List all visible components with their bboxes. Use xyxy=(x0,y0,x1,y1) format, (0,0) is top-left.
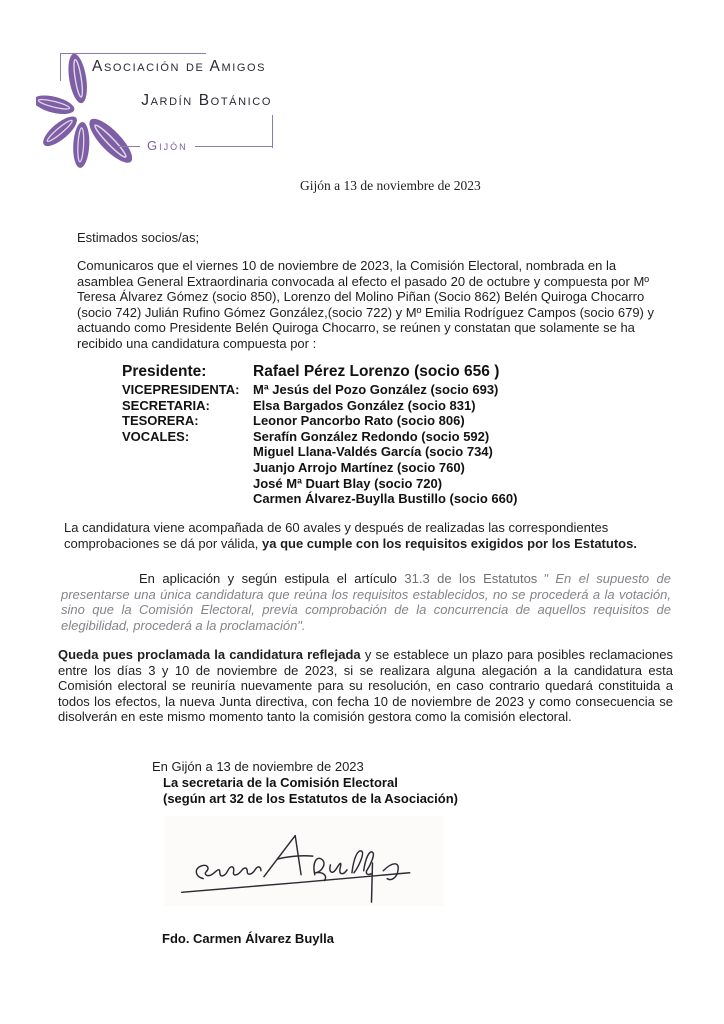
aplicacion-article-ref: 31.3 de los Estatutos xyxy=(404,571,538,586)
closing-secretary-title: La secretaria de la Comisión Electoral xyxy=(163,775,398,790)
candidate-role: Presidente: xyxy=(122,363,207,380)
candidate-name: Juanjo Arrojo Martínez (socio 760) xyxy=(253,459,465,475)
proclamada-rest-text: y se establece un plazo para posibles reclamaciones entre los días 3 y 10 de noviembre de 2023, si se realizara alguna alegación a la candidatura esta Comisión electoral se reuniría nuevamente para su resolución, en caso contrario quedará constituida a todos los efectos, la nueva Junta directiva, con fecha 10 de noviembre de 2023 y como consecuencia se disolverán en este mismo momento tanto la comisión gestora como la comisión electoral. xyxy=(58,647,674,725)
candidate-role: VOCALES: xyxy=(122,428,190,444)
logo-city-row xyxy=(118,140,273,152)
org-logo xyxy=(40,44,320,169)
candidate-row xyxy=(122,491,517,507)
candidate-row xyxy=(122,361,517,382)
candidates-list xyxy=(122,361,517,507)
candidate-row xyxy=(122,444,517,460)
candidate-row xyxy=(122,460,517,476)
paragraph-intro: Comunicaros que el viernes 10 de noviembre de 2023, la Comisión Electoral, nombrada en la asamblea General Extraordinaria convocada al efecto el pasado 20 de octubre y compuesta por Mº Teresa Álvarez Gómez (socio 850), Lorenzo del Molino Piñan (Socio 862) Belén Quiroga Chocarro (socio 742) Julián Rufino Gómez González,(socio 722) y Mº Emilia Rodríguez Campos (socio 679) y actuando como Presidente Belén Quiroga Chocarro, se reúnen y constatan que solamente se ha recibido una candidatura compuesta por : xyxy=(77,258,654,351)
candidate-name: Carmen Álvarez-Buylla Bustillo (socio 660) xyxy=(253,491,518,507)
logo-city-left-rule xyxy=(118,146,140,147)
org-city: Gijón xyxy=(147,138,188,153)
candidate-row xyxy=(122,429,517,445)
logo-city-right-rule xyxy=(195,146,273,147)
aplicacion-statute-quote: " En el supuesto de presentarse una única candidatura que reúna los requisitos establecidos, no se procederá a la votación, sino que la Comisión Electoral, previa comprobación de la concurrencia de aquellos requisitos de elegibilidad, procederá a la proclamación". xyxy=(61,571,671,633)
handwritten-signature-icon xyxy=(165,816,443,906)
closing-statute-reference: (según art 32 de los Estatutos de la Asociación) xyxy=(163,791,458,806)
signed-by: Fdo. Carmen Álvarez Buylla xyxy=(162,931,334,946)
org-name-line2: Jardín Botánico xyxy=(141,92,272,109)
salutation: Estimados socios/as; xyxy=(77,230,200,245)
candidate-row xyxy=(122,413,517,429)
org-name-line1: Asociación de Amigos xyxy=(92,58,267,75)
closing-place-date: En Gijón a 13 de noviembre de 2023 xyxy=(152,759,364,774)
candidate-role xyxy=(122,460,253,476)
avales-bold-text: ya que cumple con los requisitos exigidos por los Estatutos. xyxy=(262,535,637,551)
candidate-row xyxy=(122,382,517,398)
signature-area xyxy=(165,816,443,906)
candidate-role xyxy=(122,491,253,507)
candidate-name: Rafael Pérez Lorenzo (socio 656 ) xyxy=(253,363,500,380)
candidate-role: VICEPRESIDENTA: xyxy=(122,382,240,397)
candidate-name: Elsa Bargados González (socio 831) xyxy=(253,397,476,413)
proclamada-bold-text: Queda pues proclamada la candidatura reflejada xyxy=(58,647,361,662)
candidate-role xyxy=(122,444,253,460)
candidate-row xyxy=(122,398,517,414)
candidate-name: Leonor Pancorbo Rato (socio 806) xyxy=(253,413,465,429)
paragraph-aplicacion xyxy=(61,571,671,633)
candidate-row xyxy=(122,476,517,492)
candidate-role xyxy=(122,476,253,492)
aplicacion-intro-text: En aplicación y según estipula el artículo xyxy=(139,571,405,586)
paragraph-avales xyxy=(64,520,668,551)
candidate-role: SECRETARIA: xyxy=(122,397,210,413)
paragraph-proclamada xyxy=(58,647,673,725)
candidate-name: José Mª Duart Blay (socio 720) xyxy=(253,475,443,491)
candidate-role: TESORERA: xyxy=(122,413,199,429)
candidate-name: Miguel Llana-Valdés García (socio 734) xyxy=(253,444,493,460)
candidate-name: Serafín González Redondo (socio 592) xyxy=(253,428,490,444)
avales-regular-text: La candidatura viene acompañada de 60 avales y después de realizadas las correspondientes comprobaciones se dá por válida, xyxy=(64,520,609,551)
candidate-name: Mª Jesús del Pozo González (socio 693) xyxy=(253,382,499,397)
dateline: Gijón a 13 de noviembre de 2023 xyxy=(300,178,481,193)
